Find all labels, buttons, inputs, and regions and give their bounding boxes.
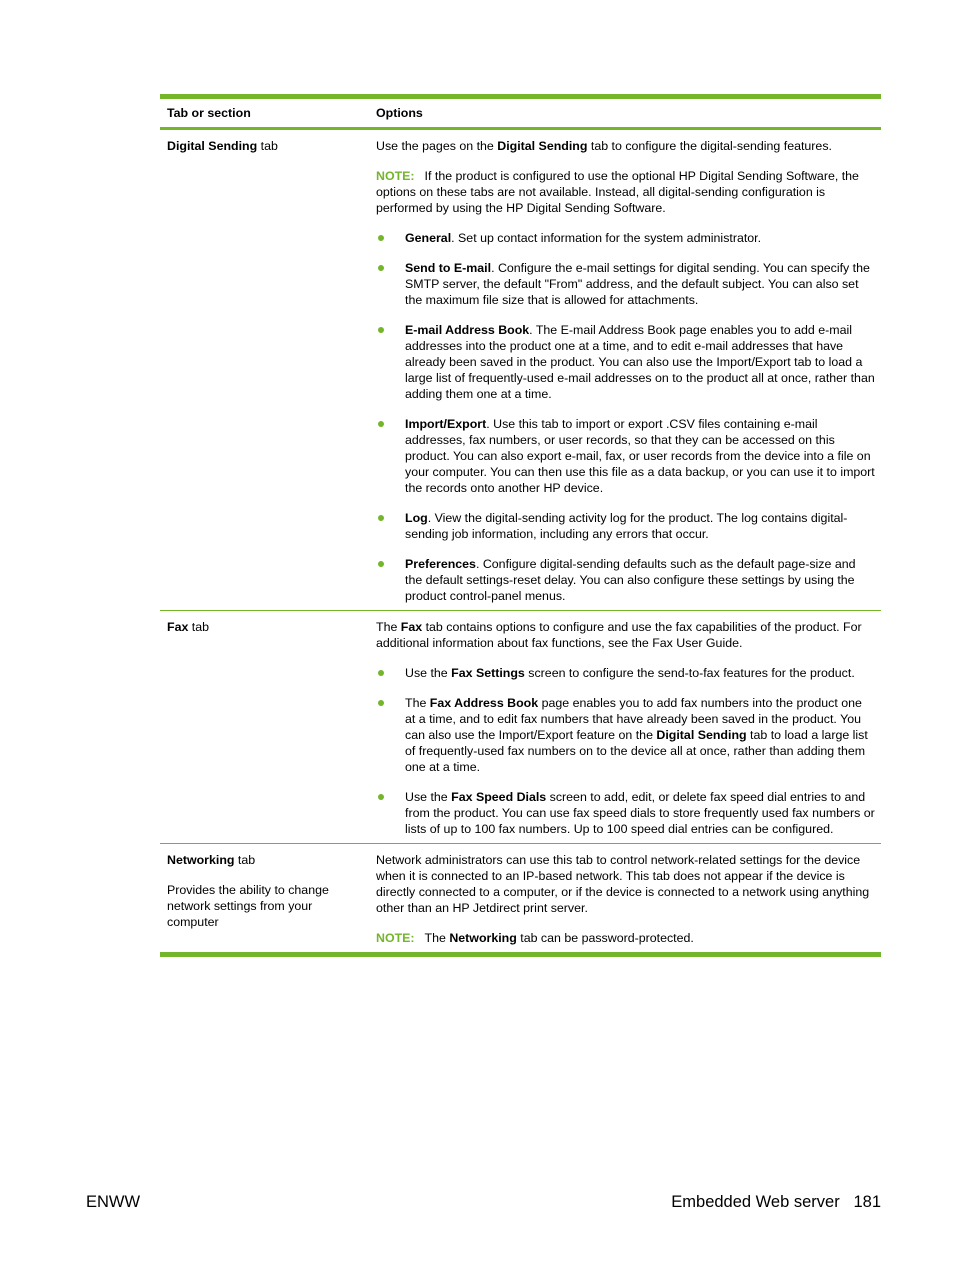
intro-text: Use the pages on the — [376, 139, 498, 153]
item-bold: General — [405, 231, 452, 245]
section-cell — [160, 844, 369, 952]
section-title — [167, 852, 361, 868]
item-text: The — [405, 696, 430, 710]
note-label: NOTE: — [376, 169, 415, 183]
note-text: If the product is configured to use the optional HP Digital Sending Software, the options on these tabs are not available. Instead, all digital-sending configuration is performed by using the HP Digital Sending Software. — [376, 169, 859, 215]
section-title-rest: tab — [234, 853, 256, 867]
item-bold: Send to E-mail — [405, 261, 492, 275]
list-item — [376, 665, 875, 681]
item-text: . Configure the e-mail settings for digital sending. You can specify the SMTP server, the default "From" address, and the default subject. You can also set the maximum file size that is allowed for attachments. — [405, 261, 870, 307]
bullet-icon — [378, 515, 384, 521]
footer-right: Embedded Web server 181 — [671, 1193, 881, 1211]
item-text: . Configure digital-sending defaults such as the default page-size and the default settings-reset delay. You can also configure these settings by using the product control-panel menus. — [405, 557, 856, 603]
item-text: . The E-mail Address Book page enables you to add e-mail addresses into the product one at a time, and to edit e-mail addresses that have already been saved in the product. You can also use the Import/Export tab to load a large list of frequently-used e-mail addresses on to the product all at once, rather than adding them one at a time. — [405, 323, 875, 401]
intro-bold: Digital Sending — [497, 139, 588, 153]
note-text: The — [424, 931, 450, 945]
footer-left: ENWW — [86, 1193, 141, 1211]
page-footer — [86, 1192, 881, 1212]
list-item — [376, 789, 875, 837]
bullet-icon — [378, 561, 384, 567]
section-subtitle: Provides the ability to change network settings from your computer — [167, 883, 329, 929]
section-title-rest: tab — [257, 139, 278, 153]
intro-bold: Fax — [400, 620, 423, 634]
section-title-bold: Digital Sending — [167, 139, 258, 153]
bullet-icon — [378, 670, 384, 676]
note-bold: Networking — [449, 931, 517, 945]
intro-paragraph: Network administrators can use this tab to control network-related settings for the device when it is connected to an IP-based network. This tab does not appear if the device is directly connected to a computer, or if the device is connected to a network using anything other than an HP Jetdirect print server. — [376, 853, 870, 915]
section-title-bold: Networking — [167, 853, 235, 867]
section-cell — [160, 611, 369, 843]
item-text: . View the digital-sending activity log for the product. The log contains digital-sending job information, including any errors that occur. — [405, 511, 848, 541]
list-item — [376, 260, 875, 308]
intro-text: tab contains options to configure and use the fax capabilities of the product. For additional information about fax functions, see the Fax User Guide. — [376, 620, 862, 650]
list-item — [376, 695, 875, 775]
item-text: screen to add, edit, or delete fax speed dial entries to and from the product. You can use fax speed dials to store frequently used fax numbers or lists of up to 100 fax numbers. Up to 100 speed dial entries can be configured. — [405, 790, 875, 836]
bullet-icon — [378, 265, 384, 271]
note-text: tab can be password-protected. — [516, 931, 694, 945]
item-bold: Fax Address Book — [429, 696, 539, 710]
item-bold: E-mail Address Book — [405, 323, 530, 337]
intro-paragraph — [376, 138, 875, 154]
table-row-fax — [160, 610, 881, 843]
item-text: . Set up contact information for the system administrator. — [451, 231, 762, 245]
item-text: screen to configure the send-to-fax features for the product. — [524, 666, 855, 680]
options-cell — [369, 611, 881, 843]
section-title-rest: tab — [188, 620, 210, 634]
options-cell — [369, 130, 881, 610]
item-text: page enables you to add fax numbers into the product one at a time, and to edit fax numbers that have already been saved in the product. You can also use the Import/Export feature on the — [405, 696, 862, 742]
header-options: Options — [376, 106, 423, 120]
list-item — [376, 556, 875, 604]
item-text: tab to load a large list of frequently-used fax numbers on to the device all at once, rather than adding them one at a time. — [405, 728, 868, 774]
feature-list — [376, 230, 875, 604]
list-item — [376, 416, 875, 496]
item-text: . Use this tab to import or export .CSV files containing e-mail addresses, fax numbers, or user records, so that they can be accessed on this product. You can also export e-mail, fax, or user records from the device into a file on your computer. You can then use this file as a data backup, or you can use it to import the records onto another HP device. — [405, 417, 875, 495]
item-bold: Log — [405, 511, 428, 525]
table-row-networking — [160, 843, 881, 952]
intro-paragraph — [376, 619, 875, 651]
section-title-bold: Fax — [167, 620, 189, 634]
bullet-icon — [378, 794, 384, 800]
list-item — [376, 322, 875, 402]
bullet-icon — [378, 235, 384, 241]
table-row-digital-sending — [160, 130, 881, 610]
note-paragraph — [376, 168, 875, 216]
list-item — [376, 510, 875, 542]
item-bold: Fax Speed Dials — [451, 790, 547, 804]
table-header — [160, 99, 881, 130]
section-cell — [160, 130, 369, 610]
intro-text: The — [376, 620, 401, 634]
item-text: Use the — [405, 790, 452, 804]
note-label: NOTE: — [376, 931, 415, 945]
bullet-icon — [378, 421, 384, 427]
intro-text: tab to configure the digital-sending features. — [587, 139, 832, 153]
options-table — [160, 94, 881, 957]
item-bold: Import/Export — [405, 417, 487, 431]
item-text: Use the — [405, 666, 452, 680]
options-cell — [369, 844, 881, 952]
bullet-icon — [378, 700, 384, 706]
header-tab-or-section: Tab or section — [167, 106, 251, 120]
bullet-icon — [378, 327, 384, 333]
note-paragraph — [376, 930, 875, 946]
feature-list — [376, 665, 875, 837]
item-bold: Digital Sending — [656, 728, 747, 742]
item-bold: Fax Settings — [451, 666, 525, 680]
list-item — [376, 230, 875, 246]
item-bold: Preferences — [405, 557, 476, 571]
